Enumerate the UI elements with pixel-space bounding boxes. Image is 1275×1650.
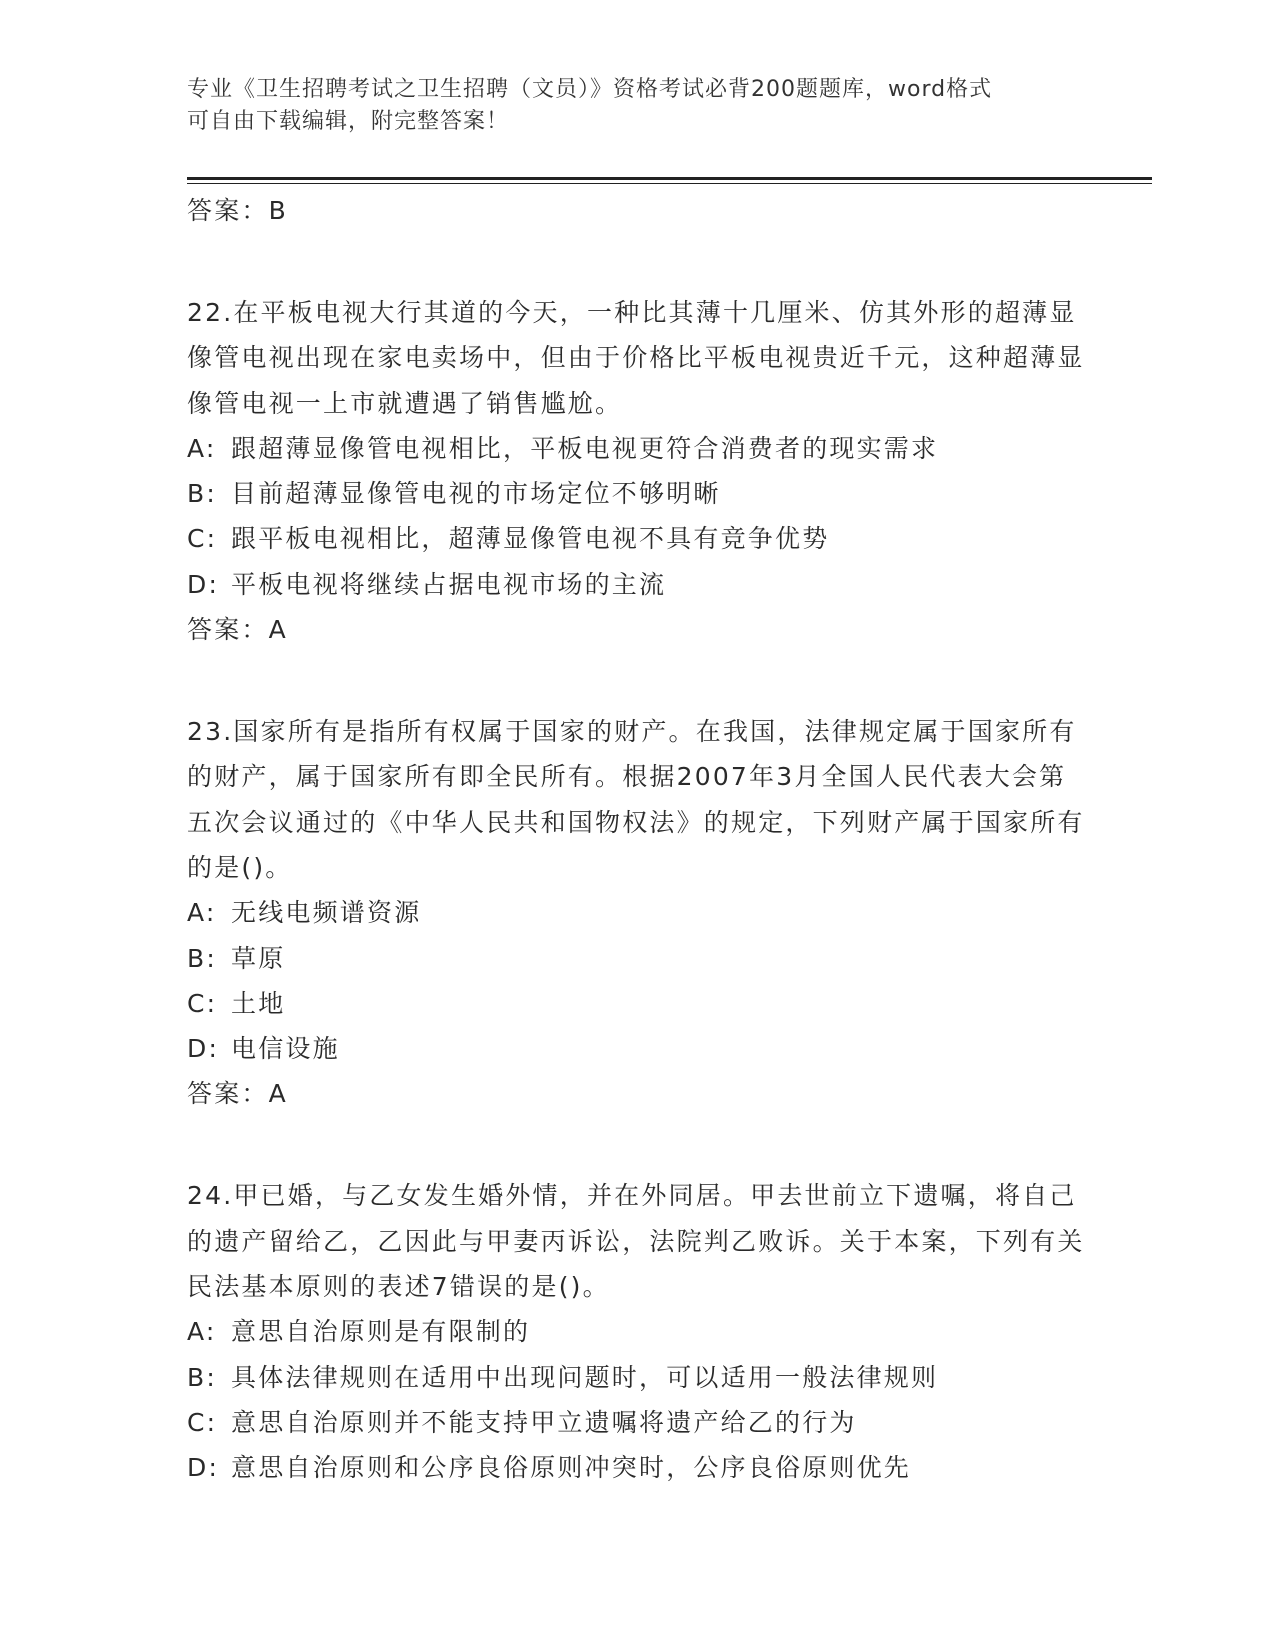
header-title-line-2: 可自由下载编辑，附完整答案！ bbox=[187, 109, 510, 134]
question-list bbox=[187, 188, 1087, 1491]
option-b bbox=[187, 471, 1087, 516]
header-divider-thin bbox=[187, 183, 1152, 184]
option-text: 跟平板电视相比，超薄显像管电视不具有竞争优势 bbox=[231, 524, 830, 554]
option-c bbox=[187, 516, 1087, 561]
header-title-line-1: 专业《卫生招聘考试之卫生招聘（文员）》资格考试必背200题题库，word格式 bbox=[187, 77, 993, 102]
question-block-24 bbox=[187, 1173, 1087, 1490]
option-text: 土地 bbox=[231, 988, 286, 1018]
option-key: C: bbox=[187, 988, 218, 1018]
option-text: 平板电视将继续占据电视市场的主流 bbox=[231, 569, 667, 599]
option-key: A: bbox=[187, 1317, 217, 1347]
option-key: B: bbox=[187, 943, 217, 973]
option-text: 电信设施 bbox=[231, 1034, 340, 1064]
option-key: B: bbox=[187, 1362, 217, 1392]
option-text: 目前超薄显像管电视的市场定位不够明晰 bbox=[231, 479, 721, 509]
question-stem: 23.国家所有是指所有权属于国家的财产。在我国，法律规定属于国家所有的财产，属于国家所有即全民所有。根据2007年3月全国人民代表大会第五次会议通过的《中华人民共和国物权法》的规定，下列财产属于国家所有的是()。 bbox=[187, 717, 1085, 882]
question-stem: 24.甲已婚，与乙女发生婚外情，并在外同居。甲去世前立下遗嘱，将自己的遗产留给乙，乙因此与甲妻丙诉讼，法院判乙败诉。关于本案，下列有关民法基本原则的表述7错误的是()。 bbox=[187, 1181, 1085, 1302]
option-key: D: bbox=[187, 1034, 220, 1064]
header-divider-thick bbox=[187, 177, 1152, 180]
option-c bbox=[187, 981, 1087, 1026]
option-a bbox=[187, 1309, 1087, 1354]
option-text: 草原 bbox=[231, 943, 286, 973]
option-text: 意思自治原则并不能支持甲立遗嘱将遗产给乙的行为 bbox=[231, 1407, 857, 1437]
option-key: C: bbox=[187, 524, 218, 554]
option-d bbox=[187, 1026, 1087, 1071]
option-text: 意思自治原则和公序良俗原则冲突时，公序良俗原则优先 bbox=[231, 1453, 912, 1483]
question-answer: 答案：A bbox=[187, 1079, 288, 1109]
option-text: 跟超薄显像管电视相比，平板电视更符合消费者的现实需求 bbox=[231, 433, 939, 463]
option-text: 意思自治原则是有限制的 bbox=[231, 1317, 531, 1347]
option-key: C: bbox=[187, 1407, 218, 1437]
page-header bbox=[187, 74, 1087, 138]
option-b bbox=[187, 1355, 1087, 1400]
question-block-23 bbox=[187, 709, 1087, 1117]
option-key: A: bbox=[187, 433, 217, 463]
option-key: D: bbox=[187, 569, 220, 599]
option-text: 无线电频谱资源 bbox=[231, 898, 422, 928]
question-block-22 bbox=[187, 290, 1087, 653]
option-d bbox=[187, 562, 1087, 607]
option-key: D: bbox=[187, 1453, 220, 1483]
option-b bbox=[187, 936, 1087, 981]
option-key: B: bbox=[187, 479, 217, 509]
option-text: 具体法律规则在适用中出现问题时，可以适用一般法律规则 bbox=[231, 1362, 939, 1392]
option-c bbox=[187, 1400, 1087, 1445]
option-a bbox=[187, 426, 1087, 471]
question-stem: 22.在平板电视大行其道的今天，一种比其薄十几厘米、仿其外形的超薄显像管电视出现在家电卖场中，但由于价格比平板电视贵近千元，这种超薄显像管电视一上市就遭遇了销售尴尬。 bbox=[187, 298, 1085, 418]
previous-question-answer: 答案：B bbox=[187, 196, 288, 225]
option-a bbox=[187, 890, 1087, 935]
option-key: A: bbox=[187, 898, 217, 928]
question-answer: 答案：A bbox=[187, 615, 288, 645]
option-d bbox=[187, 1445, 1087, 1490]
